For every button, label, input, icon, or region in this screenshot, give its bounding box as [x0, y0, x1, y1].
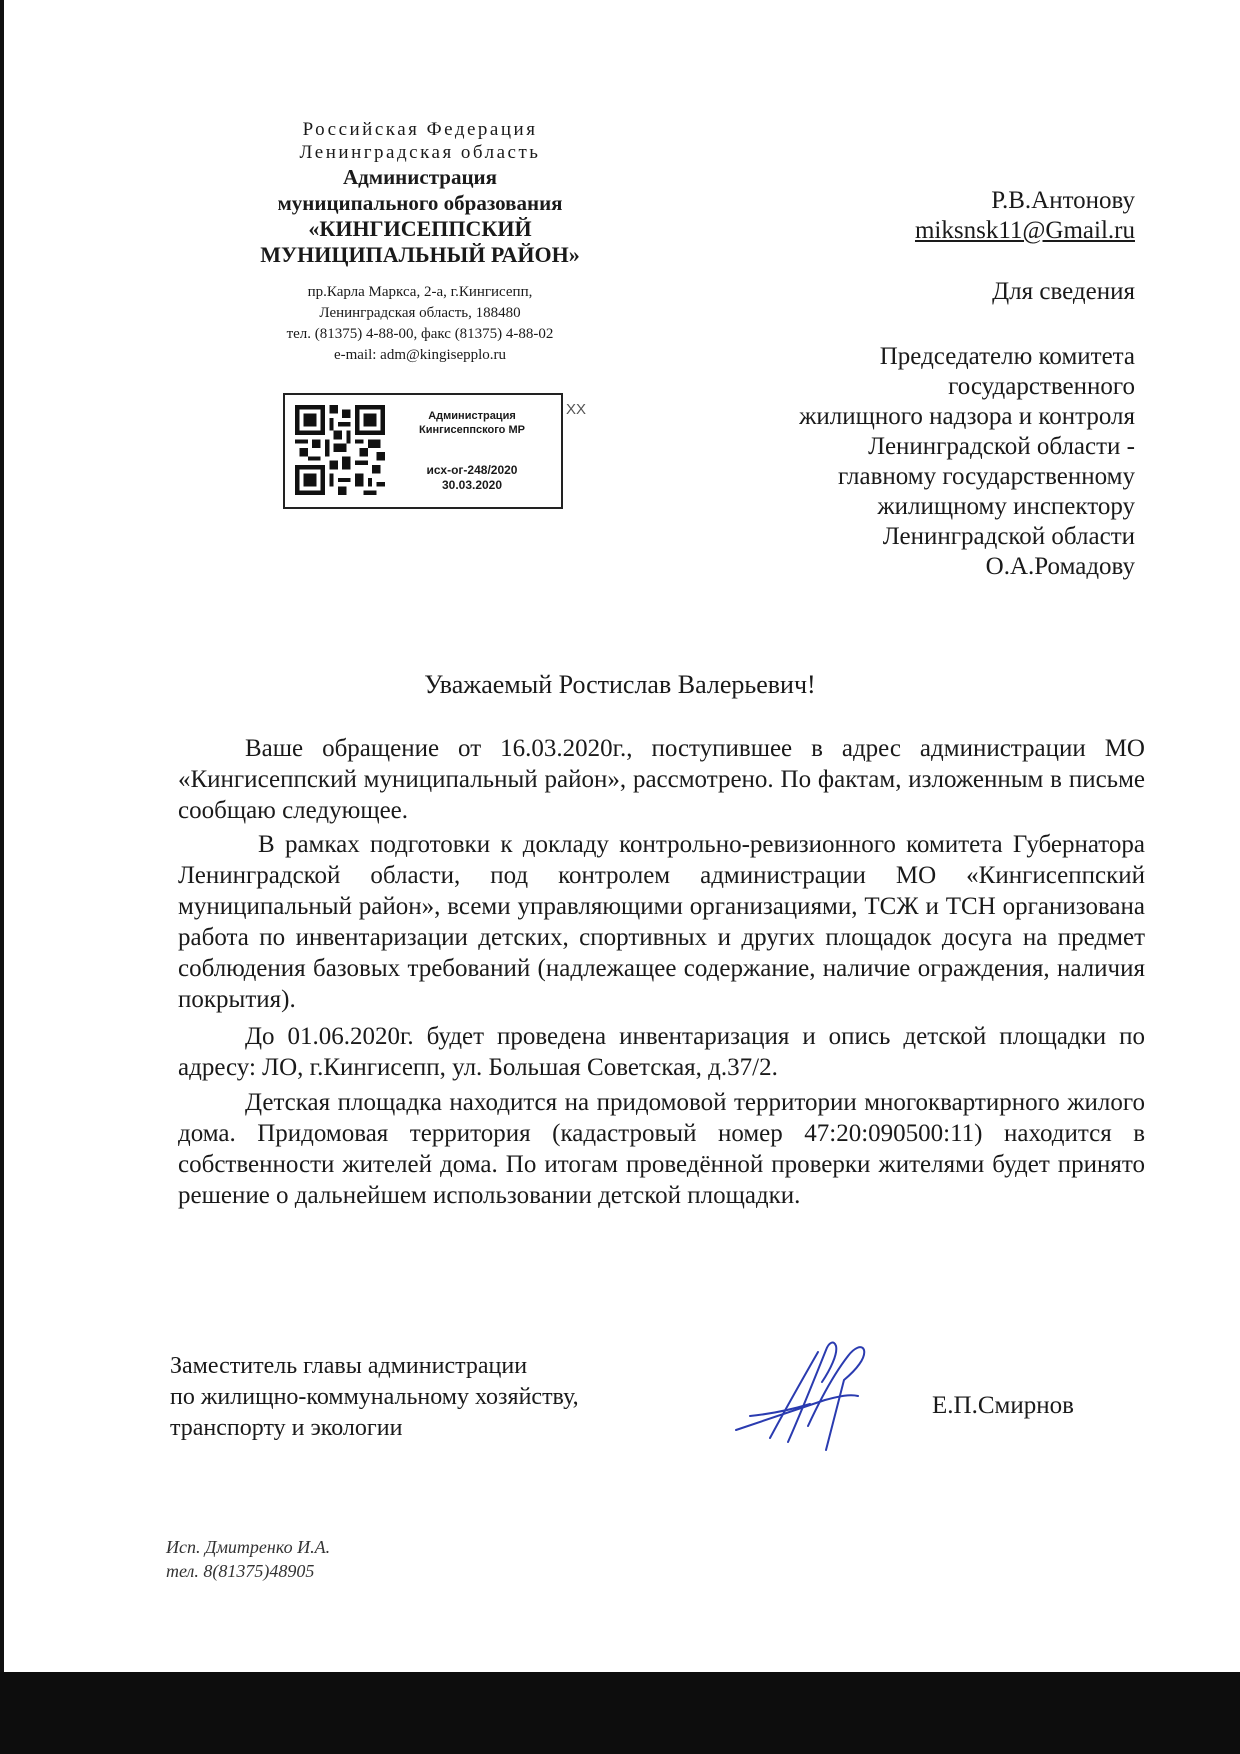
handwritten-signature [730, 1330, 890, 1460]
issuer-name-2: МУНИЦИПАЛЬНЫЙ РАЙОН» [260, 242, 580, 267]
recipient-email[interactable]: miksnsk11@Gmail.ru [914, 217, 1135, 244]
issuer-header [220, 118, 620, 366]
issuer-phone: тел. (81375) 4-88-00, факс (81375) 4-88-02 [286, 326, 554, 342]
recipient-name: Р.В.Антонову [991, 187, 1135, 214]
executor-info [166, 1535, 330, 1583]
chair-line: О.А.Ромадову [985, 553, 1135, 580]
issuer-municipal: муниципального образования [277, 191, 563, 215]
issuer-address-line: пр.Карла Маркса, 2-а, г.Кингисепп, [307, 284, 533, 300]
issuer-name-1: «КИНГИСЕППСКИЙ [308, 216, 532, 241]
scan-edge-bottom [0, 1672, 1240, 1754]
issuer-email: e-mail: adm@kingisepplo.ru [333, 347, 507, 363]
chair-line: государственного [948, 373, 1135, 400]
chair-line: жилищного надзора и контроля [799, 403, 1135, 430]
issuer-region: Ленинградская область [299, 142, 541, 163]
issuer-country: Российская Федерация [302, 119, 538, 140]
info-label: Для сведения [992, 278, 1135, 305]
stamp-registration [397, 463, 547, 493]
chair-line: Ленинградской области [882, 523, 1135, 550]
registration-stamp [283, 393, 563, 509]
stamp-mark: ХХ [566, 401, 587, 418]
signatory-title: Заместитель главы администрации по жилищно-коммунальному хозяйству, транспорту и экологии [170, 1353, 579, 1441]
body-paragraph: В рамках подготовки к докладу контрольно-ревизионного комитета Губернатора Ленинградской области, под контролем администрации МО «Кингисеппский муниципальный район», всеми управляющими организациями, ТСЖ и ТСН организована работа по инвентаризации детских, спортивных и других площадок досуга на предмет соблюдения базовых требований (надлежащее содержание, наличие ограждения, наличия покрытия). [178, 831, 1145, 1013]
stamp-date: 30.03.2020 [441, 478, 503, 492]
signer-name: Е.П.Смирнов [932, 1392, 1074, 1419]
issuer-admin: Администрация [342, 165, 498, 189]
qr-code-icon [295, 405, 385, 495]
greeting: Уважаемый Ростислав Валерьевич! [424, 670, 816, 699]
recipients-block [575, 186, 1135, 582]
letter-body [178, 733, 1145, 1211]
chair-line: главному государственному [838, 463, 1135, 490]
scan-edge-left [0, 0, 4, 1754]
issuer-address-line: Ленинградская область, 188480 [319, 305, 521, 321]
issuer-address [220, 282, 620, 366]
chair-line: жилищному инспектору [877, 493, 1135, 520]
stamp-number: исх-ог-248/2020 [426, 463, 518, 477]
executor-phone: тел. 8(81375)48905 [166, 1561, 315, 1581]
stamp-organization: Администрация Кингисеппского МР [419, 410, 525, 436]
body-paragraph: Ваше обращение от 16.03.2020г., поступившее в адрес администрации МО «Кингисеппский муниципальный район», рассмотрено. По фактам, изложенным в письме сообщаю следующее. [178, 735, 1145, 824]
chair-line: Ленинградской области - [868, 433, 1135, 460]
chair-recipient [575, 342, 1135, 582]
body-paragraph: Детская площадка находится на придомовой территории многоквартирного жилого дома. Придомовая территория (кадастровый номер 47:20:090500:11) находится в собственности жителей дома. По итогам проведённой проверки жителями будет принято решение о дальнейшем использовании детской площадки. [178, 1089, 1145, 1209]
chair-line: Председателю комитета [879, 343, 1135, 370]
executor-name: Исп. Дмитренко И.А. [166, 1537, 331, 1557]
body-paragraph: До 01.06.2020г. будет проведена инвентаризация и опись детской площадки по адресу: ЛО, г.Кингисепп, ул. Большая Советская, д.37/2. [178, 1023, 1145, 1081]
